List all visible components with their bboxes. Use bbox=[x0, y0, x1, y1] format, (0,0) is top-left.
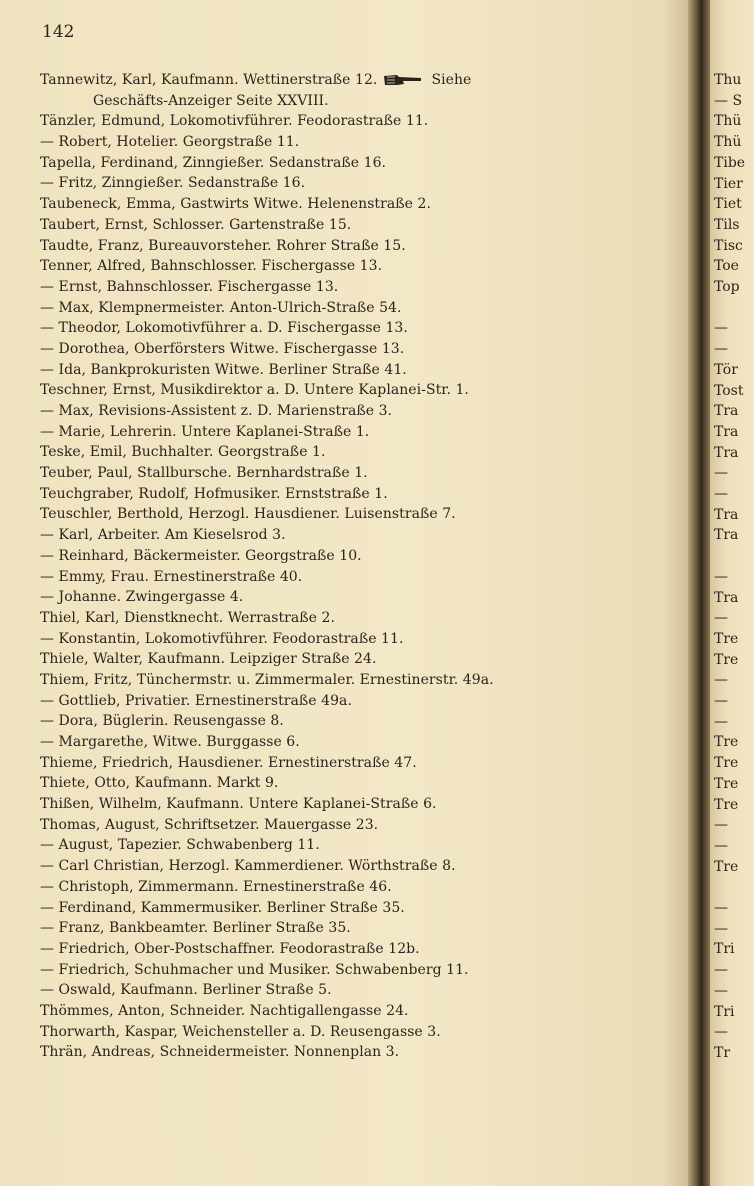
facing-page bbox=[710, 0, 754, 1186]
entry-text: — Konstantin, Lokomotivführer. Feodorastraße 11. bbox=[40, 630, 404, 647]
entry-text: — Oswald, Kaufmann. Berliner Straße 5. bbox=[40, 982, 332, 999]
facing-page-fragment: Top bbox=[714, 279, 740, 295]
directory-entry bbox=[40, 525, 680, 546]
directory-entry bbox=[40, 173, 680, 194]
entry-text: Tannewitz, Karl, Kaufmann. Wettinerstraße 12. bbox=[40, 72, 378, 88]
facing-page-fragment: Tra bbox=[714, 403, 739, 420]
directory-entry bbox=[40, 753, 680, 774]
directory-entry bbox=[40, 484, 680, 505]
directory-entry bbox=[40, 835, 680, 856]
facing-page-fragment: Tra bbox=[714, 506, 739, 523]
directory-entry bbox=[40, 463, 680, 484]
entry-text: Teuschler, Berthold, Herzogl. Hausdiener. Luisenstraße 7. bbox=[40, 506, 456, 523]
entry-text: — Emmy, Frau. Ernestinerstraße 40. bbox=[40, 568, 303, 585]
facing-page-fragment: — bbox=[714, 341, 728, 358]
directory-entry bbox=[40, 960, 680, 981]
facing-page-fragment: Tibe bbox=[714, 154, 746, 171]
directory-entry bbox=[40, 1001, 680, 1022]
directory-entry bbox=[40, 980, 680, 1001]
entry-text: Thömmes, Anton, Schneider. Nachtigallengasse 24. bbox=[40, 1002, 409, 1019]
facing-page-fragment: Tri bbox=[714, 1003, 735, 1020]
directory-entry bbox=[40, 773, 680, 794]
directory-entry bbox=[40, 877, 680, 898]
directory-entry bbox=[40, 256, 680, 277]
entry-text: Thomas, August, Schriftsetzer. Mauergasse 23. bbox=[40, 816, 379, 833]
facing-page-fragment: Tra bbox=[714, 527, 739, 544]
entry-text: — Gottlieb, Privatier. Ernestinerstraße 49a. bbox=[40, 692, 352, 709]
entry-text: Thiele, Walter, Kaufmann. Leipziger Straße 24. bbox=[40, 651, 377, 668]
directory-entry bbox=[40, 318, 680, 339]
directory-entry bbox=[40, 422, 680, 443]
facing-page-fragment: Tri bbox=[714, 941, 735, 958]
facing-page-fragment: Tr bbox=[714, 1044, 731, 1061]
entry-text: Thorwarth, Kaspar, Weichensteller a. D. Reusengasse 3. bbox=[40, 1023, 441, 1040]
directory-entry bbox=[40, 194, 680, 215]
facing-page-fragment: Tiet bbox=[714, 196, 742, 213]
directory-entry bbox=[40, 277, 680, 298]
entry-list bbox=[40, 70, 680, 1063]
entry-text: — Carl Christian, Herzogl. Kammerdiener. Wörthstraße 8. bbox=[40, 858, 456, 875]
facing-page-fragment: — bbox=[714, 982, 728, 999]
facing-page-fragment: Thü bbox=[714, 134, 742, 151]
facing-page-fragment: Tre bbox=[714, 796, 739, 813]
page-number: 142 bbox=[42, 22, 75, 42]
entry-text: Thrän, Andreas, Schneidermeister. Nonnenplan 3. bbox=[40, 1044, 400, 1061]
directory-entry bbox=[40, 360, 680, 381]
entry-text: Teschner, Ernst, Musikdirektor a. D. Untere Kaplanei-Str. 1. bbox=[40, 382, 469, 399]
facing-page-fragment: — bbox=[714, 837, 728, 854]
entry-text: — Margarethe, Witwe. Burggasse 6. bbox=[40, 734, 300, 750]
facing-page-fragment: — bbox=[714, 610, 728, 627]
facing-page-fragment: Thu bbox=[714, 72, 742, 88]
directory-entry bbox=[40, 711, 680, 732]
entry-text: Tänzler, Edmund, Lokomotivführer. Feodorastraße 11. bbox=[40, 113, 429, 130]
directory-entry bbox=[40, 70, 680, 91]
directory-entry bbox=[40, 670, 680, 691]
entry-text: Tapella, Ferdinand, Zinngießer. Sedanstraße 16. bbox=[40, 154, 387, 171]
facing-page-fragment: Tra bbox=[714, 423, 739, 440]
book-gutter bbox=[688, 0, 710, 1186]
directory-entry bbox=[40, 794, 680, 815]
facing-page-fragment: Tre bbox=[714, 734, 739, 751]
facing-page-fragment: — bbox=[714, 817, 728, 834]
entry-text: — Max, Revisions-Assistent z. D. Marienstraße 3. bbox=[40, 403, 393, 419]
facing-page-fragment: Thü bbox=[714, 113, 742, 130]
entry-text: — Friedrich, Ober-Postschaffner. Feodorastraße 12b. bbox=[40, 940, 420, 957]
directory-entry bbox=[40, 298, 680, 319]
directory-entry bbox=[40, 153, 680, 174]
directory-entry bbox=[40, 504, 680, 525]
directory-entry bbox=[40, 401, 680, 422]
pointing-hand-icon bbox=[383, 73, 423, 87]
entry-text: Thißen, Wilhelm, Kaufmann. Untere Kaplanei-Straße 6. bbox=[40, 796, 437, 813]
facing-page-fragment: Tils bbox=[714, 216, 740, 233]
directory-entry bbox=[40, 132, 680, 153]
directory-entry bbox=[40, 236, 680, 257]
entry-text: Thiel, Karl, Dienstknecht. Werrastraße 2. bbox=[40, 609, 335, 626]
directory-entry bbox=[40, 380, 680, 401]
entry-text: Thieme, Friedrich, Hausdiener. Ernestinerstraße 47. bbox=[40, 754, 417, 771]
see-reference-label: Siehe bbox=[431, 72, 472, 88]
facing-page-fragment: Tra bbox=[714, 589, 739, 606]
entry-text: — Karl, Arbeiter. Am Kieselsrod 3. bbox=[40, 527, 286, 544]
facing-page-fragment: — S bbox=[714, 92, 743, 109]
facing-page-fragment: Tre bbox=[714, 630, 739, 647]
facing-page-fragment: — bbox=[714, 672, 728, 689]
entry-text: — Ernst, Bahnschlosser. Fischergasse 13. bbox=[40, 278, 339, 295]
directory-entry bbox=[40, 629, 680, 650]
entry-text: Geschäfts-Anzeiger Seite XXVIII. bbox=[93, 92, 329, 109]
facing-page-fragment: Tre bbox=[714, 755, 739, 772]
facing-page-fragment: Tier bbox=[714, 175, 743, 192]
directory-entry bbox=[40, 856, 680, 877]
entry-text: — Theodor, Lokomotivführer a. D. Fischergasse 13. bbox=[40, 320, 408, 337]
directory-entry bbox=[40, 918, 680, 939]
facing-page-fragment: — bbox=[714, 1024, 728, 1041]
directory-entry bbox=[40, 939, 680, 960]
entry-text: — Friedrich, Schuhmacher und Musiker. Schwabenberg 11. bbox=[40, 961, 469, 978]
facing-page-fragment: Tost bbox=[714, 382, 744, 399]
facing-page-fragment: — bbox=[714, 713, 728, 730]
facing-page-fragment: — bbox=[714, 962, 728, 979]
directory-entry bbox=[40, 91, 680, 112]
facing-page-fragment: Tisc bbox=[714, 237, 743, 254]
directory-entry bbox=[40, 339, 680, 360]
directory-entry bbox=[40, 649, 680, 670]
facing-page-fragment: — bbox=[714, 465, 728, 482]
entry-text: — Ida, Bankprokuristen Witwe. Berliner Straße 41. bbox=[40, 361, 407, 378]
facing-page-fragment: Tra bbox=[714, 444, 739, 461]
entry-text: — Johanne. Zwingergasse 4. bbox=[40, 589, 244, 606]
directory-entry bbox=[40, 567, 680, 588]
entry-text: — Franz, Bankbeamter. Berliner Straße 35. bbox=[40, 920, 351, 937]
facing-page-fragment: Toe bbox=[714, 258, 739, 275]
facing-page-fragment: — bbox=[714, 900, 728, 916]
facing-page-fragment: — bbox=[714, 693, 728, 709]
directory-entry bbox=[40, 442, 680, 463]
facing-page-fragment: Tre bbox=[714, 858, 739, 875]
entry-text: — Ferdinand, Kammermusiker. Berliner Straße 35. bbox=[40, 899, 405, 916]
entry-text: Teske, Emil, Buchhalter. Georgstraße 1. bbox=[40, 444, 326, 461]
entry-text: Taubeneck, Emma, Gastwirts Witwe. Helenenstraße 2. bbox=[40, 196, 431, 213]
entry-text: — Max, Klempnermeister. Anton-Ulrich-Straße 54. bbox=[40, 299, 402, 316]
entry-text: — Robert, Hotelier. Georgstraße 11. bbox=[40, 134, 300, 151]
entry-text: Thiete, Otto, Kaufmann. Markt 9. bbox=[40, 775, 279, 792]
entry-text: Thiem, Fritz, Tünchermstr. u. Zimmermaler. Ernestinerstr. 49a. bbox=[40, 671, 494, 688]
entry-text: Taubert, Ernst, Schlosser. Gartenstraße 15. bbox=[40, 216, 352, 233]
facing-page-fragment: — bbox=[714, 486, 728, 502]
facing-page-fragment: Tör bbox=[714, 361, 738, 378]
facing-page-fragment: Tre bbox=[714, 651, 739, 668]
directory-entry bbox=[40, 215, 680, 236]
directory-entry bbox=[40, 815, 680, 836]
entry-text: — Dora, Büglerin. Reusengasse 8. bbox=[40, 713, 284, 730]
directory-entry bbox=[40, 732, 680, 753]
facing-page-fragment: — bbox=[714, 568, 728, 585]
entry-text: — Marie, Lehrerin. Untere Kaplanei-Straße 1. bbox=[40, 423, 370, 440]
entry-text: — Christoph, Zimmermann. Ernestinerstraße 46. bbox=[40, 878, 392, 895]
entry-text: Tenner, Alfred, Bahnschlosser. Fischergasse 13. bbox=[40, 258, 383, 275]
facing-page-fragment: Tre bbox=[714, 775, 739, 792]
facing-page-fragment: — bbox=[714, 920, 728, 937]
entry-text: — August, Tapezier. Schwabenberg 11. bbox=[40, 837, 320, 854]
entry-text: Teuchgraber, Rudolf, Hofmusiker. Ernststraße 1. bbox=[40, 485, 388, 502]
directory-entry bbox=[40, 1042, 680, 1063]
directory-entry bbox=[40, 691, 680, 712]
directory-entry bbox=[40, 546, 680, 567]
directory-entry bbox=[40, 1022, 680, 1043]
entry-text: Taudte, Franz, Bureauvorsteher. Rohrer Straße 15. bbox=[40, 237, 406, 254]
directory-entry bbox=[40, 587, 680, 608]
entry-text: — Reinhard, Bäckermeister. Georgstraße 10. bbox=[40, 547, 362, 564]
directory-entry bbox=[40, 111, 680, 132]
entry-text: — Fritz, Zinngießer. Sedanstraße 16. bbox=[40, 175, 306, 192]
entry-text: Teuber, Paul, Stallbursche. Bernhardstraße 1. bbox=[40, 465, 368, 482]
facing-page-fragment: — bbox=[714, 320, 728, 337]
directory-entry bbox=[40, 898, 680, 919]
directory-entry bbox=[40, 608, 680, 629]
entry-text: — Dorothea, Oberförsters Witwe. Fischergasse 13. bbox=[40, 340, 405, 357]
